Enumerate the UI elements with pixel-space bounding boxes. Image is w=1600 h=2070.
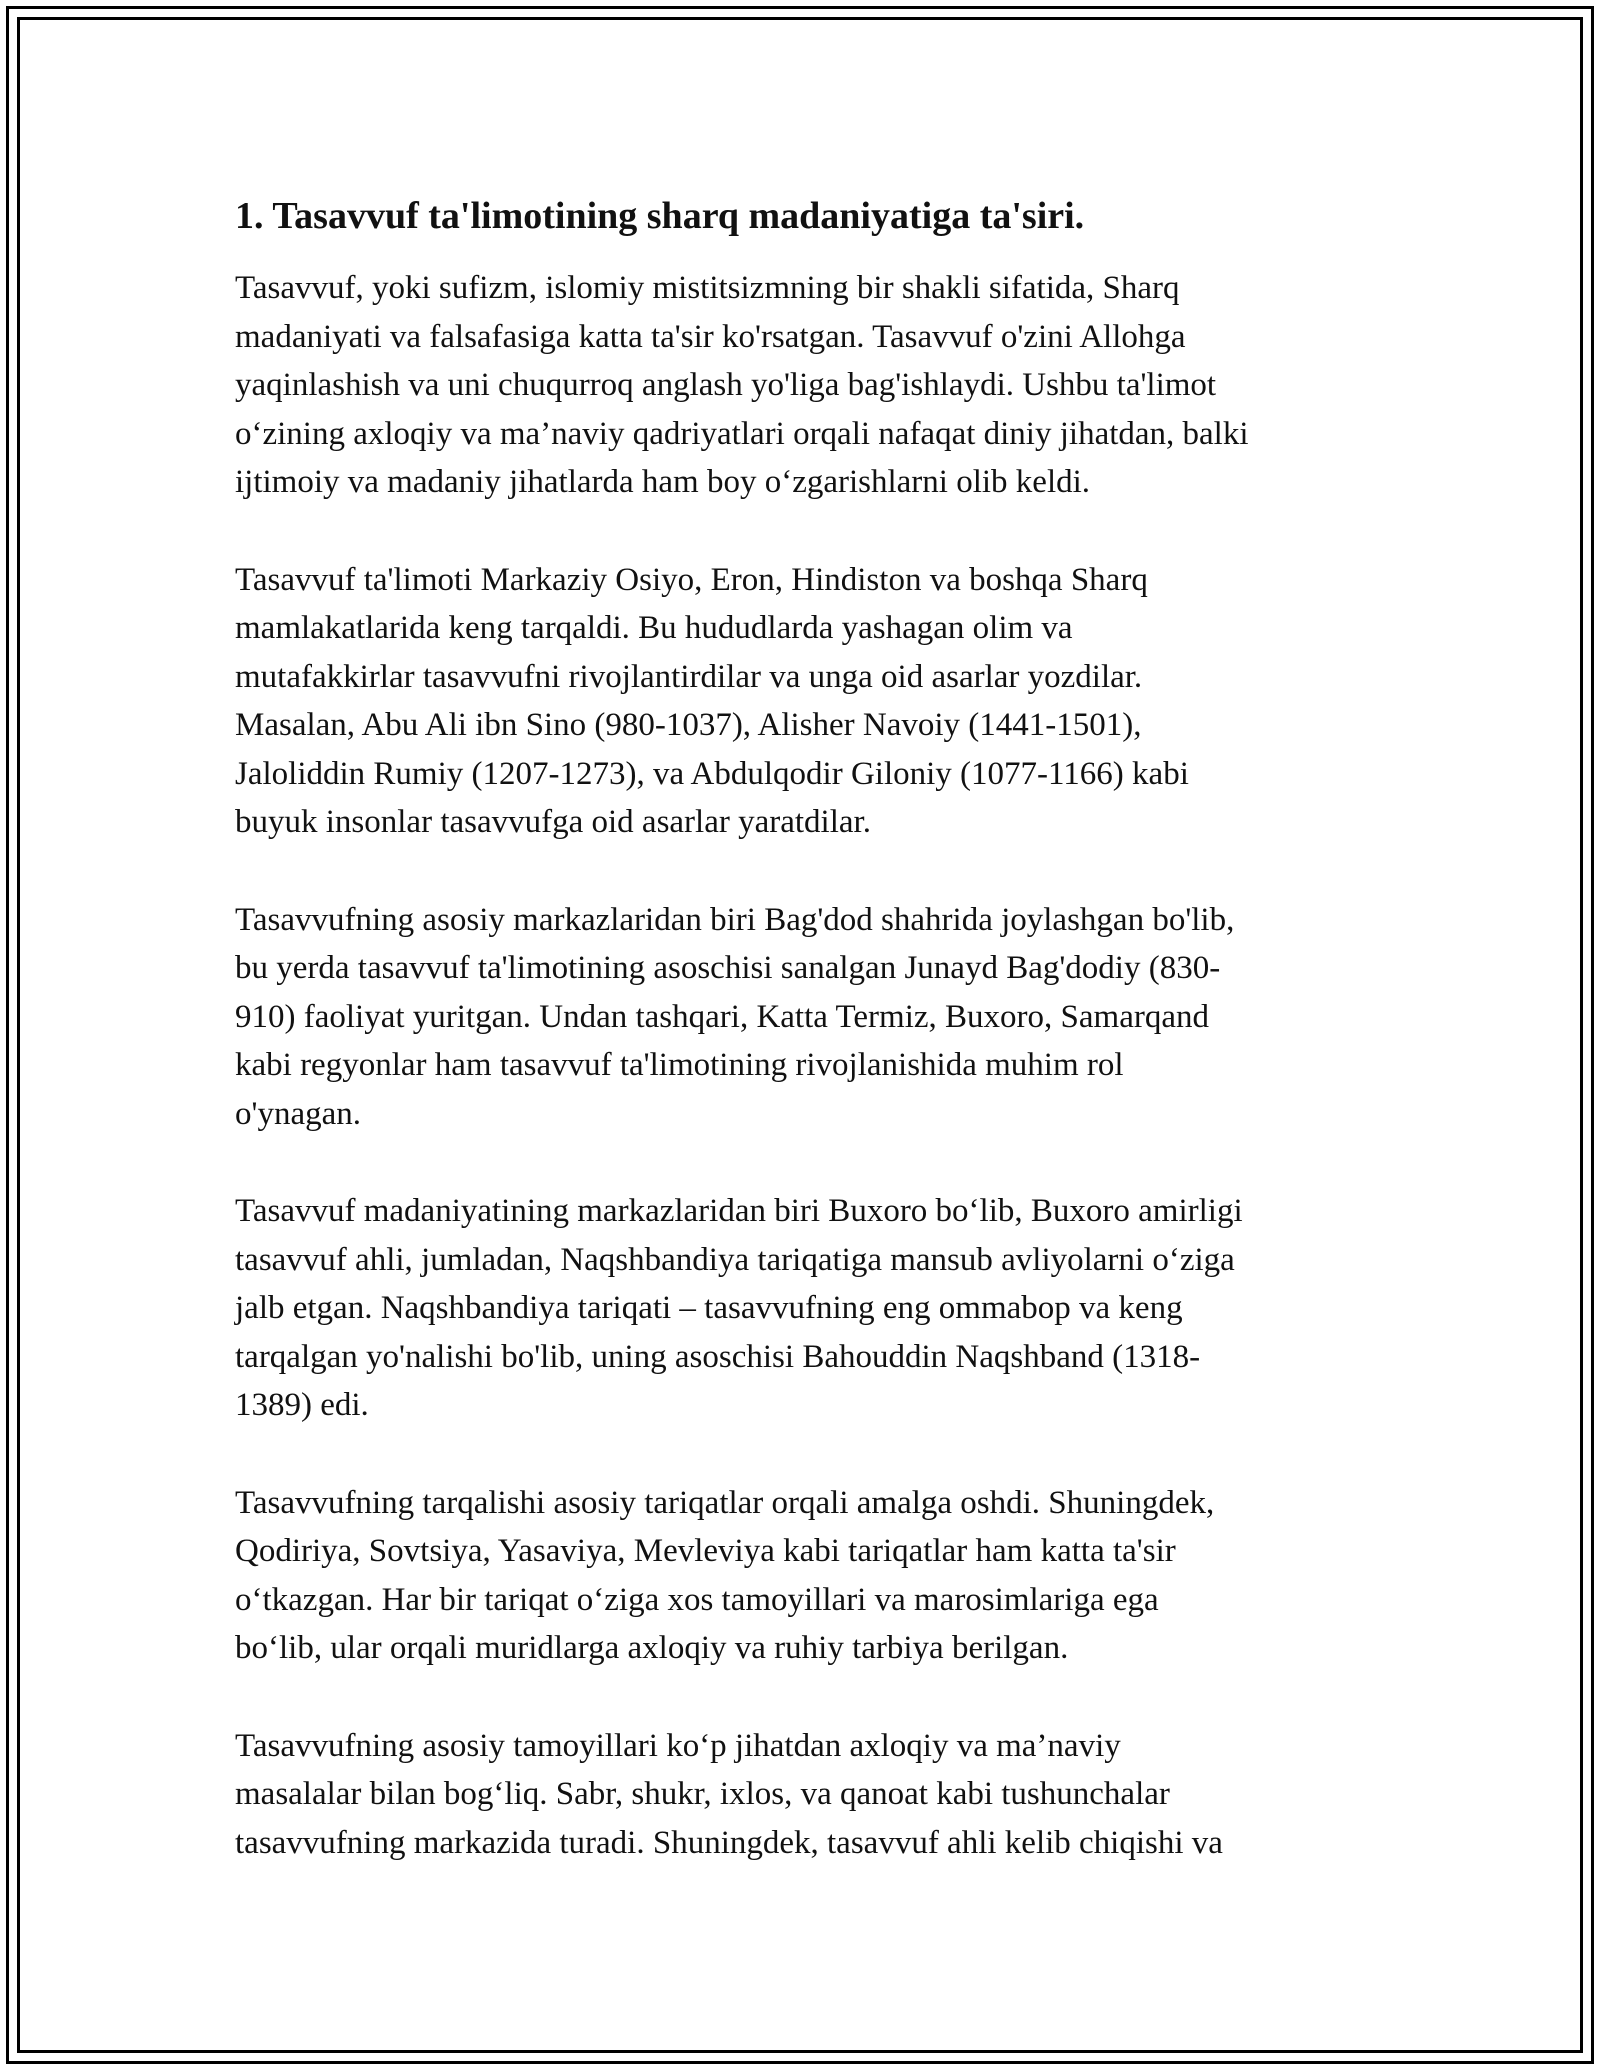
text-line: masalalar bilan bog‘liq. Sabr, shukr, ixlos, va qanoat kabi tushunchalar	[235, 1776, 1170, 1812]
text-line: tasavvuf ahli, jumladan, Naqshbandiya tariqatiga mansub avliyolarni o‘ziga	[235, 1241, 1235, 1278]
text-line: Jaloliddin Rumiy (1207-1273), va Abdulqodir Giloniy (1077-1166) kabi	[235, 755, 1189, 792]
text-line: jalb etgan. Naqshbandiya tariqati – tasavvufning eng ommabop va keng	[235, 1290, 1183, 1326]
text-line: mamlakatlarida keng tarqaldi. Bu hududlarda yashagan olim va	[235, 610, 1073, 646]
text-line: o‘zining axloqiy va ma’naviy qadriyatlari orqali nafaqat diniy jihatdan, balki	[235, 415, 1249, 452]
text-line: buyuk insonlar tasavvufga oid asarlar yaratdilar.	[235, 804, 871, 840]
text-line: madaniyati va falsafasiga katta ta'sir ko'rsatgan. Tasavvuf o'zini Allohga	[235, 318, 1186, 355]
text-line: Qodiriya, Sovtsiya, Yasaviya, Mevleviya kabi tariqatlar ham katta ta'sir	[235, 1533, 1176, 1569]
text-line: 1389) edi.	[235, 1387, 369, 1423]
paragraph-2	[235, 556, 1375, 847]
text-line: kabi regyonlar ham tasavvuf ta'limotining rivojlanishida muhim rol	[235, 1047, 1124, 1083]
paragraph-4	[235, 1187, 1375, 1430]
text-line: Tasavvuf, yoki sufizm, islomiy mistitsizmning bir shakli sifatida, Sharq	[235, 270, 1180, 306]
document-body	[235, 190, 1375, 1916]
text-line: Tasavvufning asosiy markazlaridan biri Bag'dod shahrida joylashgan bo'lib,	[235, 901, 1235, 938]
paragraph-1	[235, 264, 1375, 507]
paragraph-3	[235, 896, 1375, 1139]
page-title: 1. Tasavvuf ta'limotining sharq madaniyatiga ta'siri.	[235, 195, 1085, 237]
text-line: o'ynagan.	[235, 1095, 361, 1132]
paragraph-5	[235, 1479, 1375, 1673]
text-line: bo‘lib, ular orqali muridlarga axloqiy va ruhiy tarbiya berilgan.	[235, 1630, 1069, 1666]
text-line: Tasavvufning tarqalishi asosiy tariqatlar orqali amalga oshdi. Shuningdek,	[235, 1484, 1215, 1521]
text-line: bu yerda tasavvuf ta'limotining asoschisi sanalgan Junayd Bag'dodiy (830-	[235, 950, 1221, 986]
text-line: Tasavvufning asosiy tamoyillari ko‘p jihatdan axloqiy va ma’naviy	[235, 1727, 1121, 1764]
text-line: mutafakkirlar tasavvufni rivojlantirdilar va unga oid asarlar yozdilar.	[235, 658, 1143, 695]
text-line: tarqalgan yo'nalishi bo'lib, uning asoschisi Bahouddin Naqshband (1318-	[235, 1338, 1201, 1375]
text-line: o‘tkazgan. Har bir tariqat o‘ziga xos tamoyillari va marosimlariga ega	[235, 1581, 1159, 1618]
paragraph-6	[235, 1722, 1375, 1868]
text-line: yaqinlashish va uni chuqurroq anglash yo'liga bag'ishlaydi. Ushbu ta'limot	[235, 367, 1217, 403]
text-line: Tasavvuf ta'limoti Markaziy Osiyo, Eron, Hindiston va boshqa Sharq	[235, 561, 1148, 598]
text-line: tasavvufning markazida turadi. Shuningdek, tasavvuf ahli kelib chiqishi va	[235, 1824, 1223, 1861]
text-line: Masalan, Abu Ali ibn Sino (980-1037), Alisher Navoiy (1441-1501),	[235, 707, 1142, 743]
text-line: ijtimoiy va madaniy jihatlarda ham boy o‘zgarishlarni olib keldi.	[235, 464, 1091, 500]
text-line: Tasavvuf madaniyatining markazlaridan biri Buxoro bo‘lib, Buxoro amirligi	[235, 1193, 1243, 1229]
text-line: 910) faoliyat yuritgan. Undan tashqari, Katta Termiz, Buxoro, Samarqand	[235, 998, 1209, 1035]
